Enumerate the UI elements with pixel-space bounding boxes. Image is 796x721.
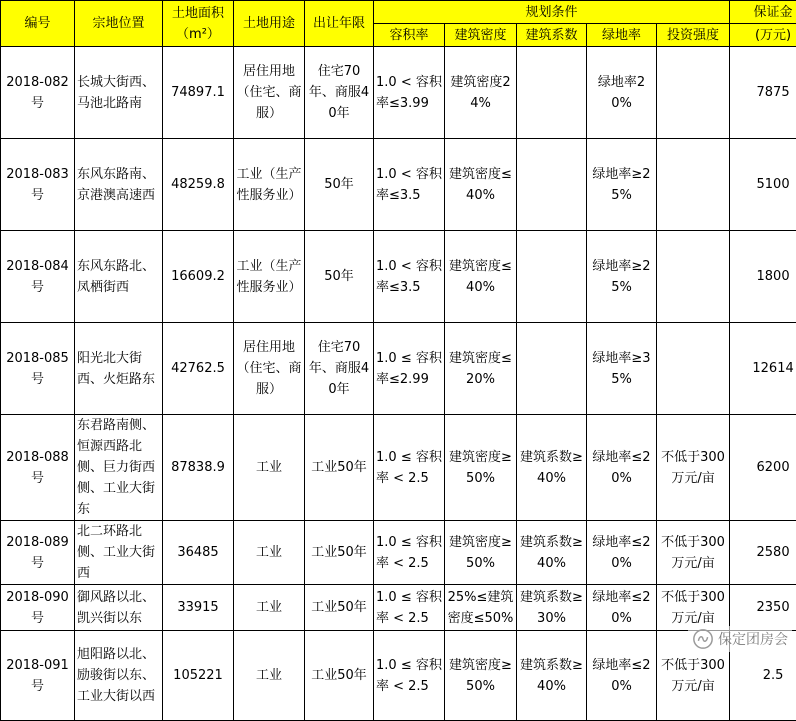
header-no: 编号 — [1, 1, 75, 47]
cell-location: 御风路以北、凯兴街以东 — [75, 585, 163, 631]
cell-coverage — [517, 231, 587, 323]
cell-invest — [657, 47, 730, 139]
cell-invest — [657, 323, 730, 415]
header-coverage: 建筑系数 — [517, 24, 587, 47]
cell-no: 2018-082号 — [1, 47, 75, 139]
cell-no: 2018-090号 — [1, 585, 75, 631]
table-row — [1, 415, 796, 521]
cell-green: 绿地率20% — [587, 47, 657, 139]
cell-far: 1.0 ≤ 容积率 < 2.5 — [374, 631, 445, 721]
cell-term: 50年 — [305, 231, 374, 323]
cell-area: 16609.2 — [163, 231, 234, 323]
cell-no: 2018-088号 — [1, 415, 75, 521]
cell-density: 建筑密度≥50% — [445, 631, 517, 721]
cell-use: 工业 — [234, 631, 305, 721]
cell-use: 居住用地（住宅、商服） — [234, 47, 305, 139]
cell-location: 阳光北大街西、火炬路东 — [75, 323, 163, 415]
header-term: 出让年限 — [305, 1, 374, 47]
cell-location: 长城大街西、马池北路南 — [75, 47, 163, 139]
table-row — [1, 631, 796, 721]
cell-invest — [657, 139, 730, 231]
wechat-channel-icon — [692, 628, 714, 650]
cell-invest: 不低于300万元/亩 — [657, 631, 730, 721]
cell-green: 绿地率≥25% — [587, 139, 657, 231]
header-green: 绿地率 — [587, 24, 657, 47]
cell-invest — [657, 231, 730, 323]
cell-area: 36485 — [163, 521, 234, 585]
cell-location: 旭阳路以北、励骏街以东、工业大街以西 — [75, 631, 163, 721]
cell-coverage: 建筑系数≥40% — [517, 415, 587, 521]
cell-use: 工业 — [234, 415, 305, 521]
cell-far: 1.0 < 容积率≤3.99 — [374, 47, 445, 139]
cell-coverage — [517, 139, 587, 231]
cell-area: 74897.1 — [163, 47, 234, 139]
cell-density: 建筑密度≤40% — [445, 139, 517, 231]
cell-density: 建筑密度24% — [445, 47, 517, 139]
table-row — [1, 585, 796, 631]
cell-deposit: 7875 — [730, 47, 796, 139]
cell-green: 绿地率≤20% — [587, 415, 657, 521]
cell-density: 建筑密度≤20% — [445, 323, 517, 415]
header-use: 土地用途 — [234, 1, 305, 47]
header-density: 建筑密度 — [445, 24, 517, 47]
cell-term: 工业50年 — [305, 415, 374, 521]
cell-area: 105221 — [163, 631, 234, 721]
cell-term: 住宅70年、商服40年 — [305, 323, 374, 415]
cell-no: 2018-084号 — [1, 231, 75, 323]
cell-use: 工业（生产性服务业） — [234, 139, 305, 231]
table-row — [1, 139, 796, 231]
cell-location: 东风东路南、京港澳高速西 — [75, 139, 163, 231]
cell-location: 东风东路北、凤栖街西 — [75, 231, 163, 323]
cell-far: 1.0 ≤ 容积率 < 2.5 — [374, 521, 445, 585]
header-area-unit: （m²） — [176, 27, 220, 42]
cell-far: 1.0 ≤ 容积率≤2.99 — [374, 323, 445, 415]
cell-area: 42762.5 — [163, 323, 234, 415]
table-row — [1, 47, 796, 139]
cell-term: 工业50年 — [305, 631, 374, 721]
cell-green: 绿地率≥35% — [587, 323, 657, 415]
cell-deposit: 1800 — [730, 231, 796, 323]
cell-area: 87838.9 — [163, 415, 234, 521]
header-row-1 — [1, 1, 796, 24]
header-deposit: 保证金 — [730, 1, 796, 24]
cell-far: 1.0 ≤ 容积率 < 2.5 — [374, 585, 445, 631]
cell-coverage — [517, 47, 587, 139]
cell-coverage: 建筑系数≥40% — [517, 631, 587, 721]
header-far: 容积率 — [374, 24, 445, 47]
watermark-text: 保定团房会 — [718, 629, 788, 649]
cell-deposit: 2.5 — [730, 631, 796, 721]
header-area — [163, 1, 234, 47]
cell-invest: 不低于300万元/亩 — [657, 585, 730, 631]
header-area-label: 土地面积 — [172, 6, 224, 21]
header-invest: 投资强度 — [657, 24, 730, 47]
cell-term: 工业50年 — [305, 585, 374, 631]
cell-use: 工业 — [234, 585, 305, 631]
cell-density: 建筑密度≥50% — [445, 521, 517, 585]
cell-green: 绿地率≤20% — [587, 521, 657, 585]
table-row — [1, 521, 796, 585]
cell-term: 住宅70年、商服40年 — [305, 47, 374, 139]
header-deposit-unit: (万元) — [730, 24, 796, 47]
table-row — [1, 323, 796, 415]
cell-coverage: 建筑系数≥30% — [517, 585, 587, 631]
cell-deposit: 6200 — [730, 415, 796, 521]
cell-far: 1.0 < 容积率≤3.5 — [374, 139, 445, 231]
cell-coverage — [517, 323, 587, 415]
cell-density: 25%≤建筑密度≤50% — [445, 585, 517, 631]
cell-no: 2018-089号 — [1, 521, 75, 585]
table-row — [1, 231, 796, 323]
cell-use: 工业 — [234, 521, 305, 585]
cell-deposit: 12614 — [730, 323, 796, 415]
cell-density: 建筑密度≤40% — [445, 231, 517, 323]
watermark — [688, 626, 792, 652]
cell-area: 33915 — [163, 585, 234, 631]
cell-far: 1.0 < 容积率≤3.5 — [374, 231, 445, 323]
cell-use: 工业（生产性服务业） — [234, 231, 305, 323]
cell-location: 东君路南侧、恒源西路北侧、巨力街西侧、工业大街东 — [75, 415, 163, 521]
cell-deposit: 5100 — [730, 139, 796, 231]
cell-far: 1.0 ≤ 容积率 < 2.5 — [374, 415, 445, 521]
cell-green: 绿地率≤20% — [587, 585, 657, 631]
cell-use: 居住用地（住宅、商服） — [234, 323, 305, 415]
cell-term: 50年 — [305, 139, 374, 231]
cell-green: 绿地率≤20% — [587, 631, 657, 721]
header-location: 宗地位置 — [75, 1, 163, 47]
cell-invest: 不低于300万元/亩 — [657, 521, 730, 585]
cell-area: 48259.8 — [163, 139, 234, 231]
cell-green: 绿地率≥25% — [587, 231, 657, 323]
cell-density: 建筑密度≥50% — [445, 415, 517, 521]
cell-invest: 不低于300万元/亩 — [657, 415, 730, 521]
cell-no: 2018-085号 — [1, 323, 75, 415]
cell-deposit: 2350 — [730, 585, 796, 631]
cell-location: 北二环路北侧、工业大街西 — [75, 521, 163, 585]
cell-term: 工业50年 — [305, 521, 374, 585]
cell-coverage: 建筑系数≥40% — [517, 521, 587, 585]
cell-deposit: 2580 — [730, 521, 796, 585]
cell-no: 2018-083号 — [1, 139, 75, 231]
header-plan: 规划条件 — [374, 1, 730, 24]
cell-no: 2018-091号 — [1, 631, 75, 721]
